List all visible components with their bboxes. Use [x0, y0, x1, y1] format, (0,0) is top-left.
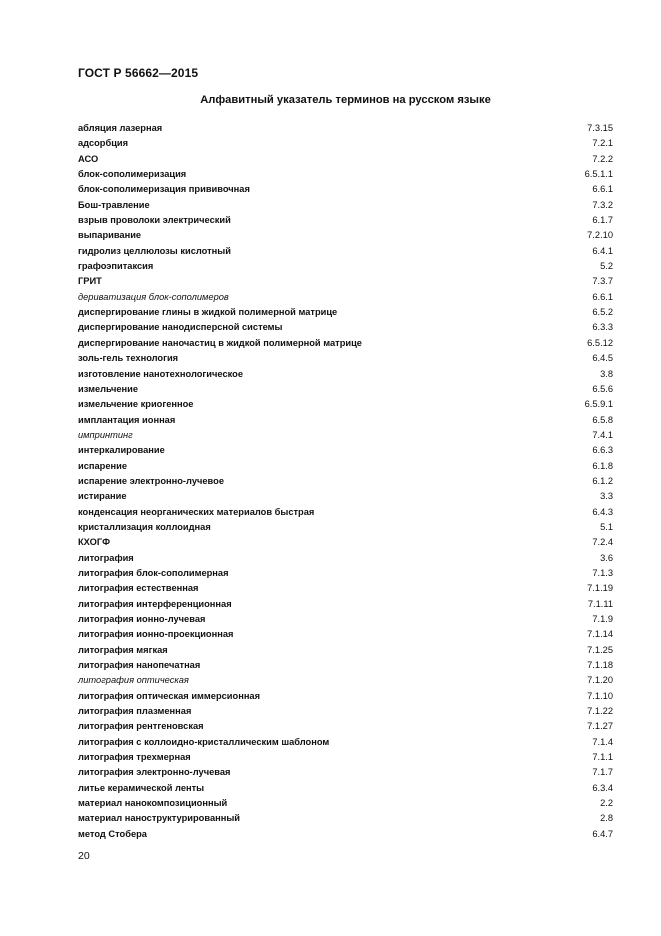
index-term: дериватизация блок-сополимеров: [78, 291, 229, 302]
index-term: литография естественная: [78, 583, 199, 594]
index-term: золь-гель технология: [78, 353, 179, 364]
index-term: литография интерференционная: [78, 598, 232, 609]
index-entry: [78, 167, 613, 182]
index-entry: [78, 627, 613, 642]
index-reference: 3.6: [600, 552, 613, 563]
index-term: измельчение: [78, 383, 139, 394]
index-term: литография нанопечатная: [78, 660, 201, 671]
index-reference: 7.1.18: [587, 660, 613, 671]
index-reference: 6.1.8: [592, 460, 613, 471]
index-term: материал нанокомпозиционный: [78, 798, 228, 809]
index-reference: 7.1.9: [592, 614, 613, 624]
index-reference: 6.4.3: [592, 506, 613, 517]
index-reference: 6.1.2: [592, 475, 613, 486]
index-reference: 7.3.7: [592, 276, 613, 287]
index-reference: 7.1.22: [587, 706, 613, 717]
index-term: испарение электронно-лучевое: [78, 475, 224, 486]
index-reference: 7.1.20: [587, 675, 613, 686]
index-term: материал наноструктурированный: [78, 813, 240, 824]
index-reference: 3.3: [600, 491, 613, 502]
index-term: имплантация ионная: [78, 414, 176, 425]
index-reference: 6.5.9.1: [584, 399, 613, 410]
index-entry: [78, 673, 613, 688]
index-entry: [78, 781, 613, 796]
index-entry: [78, 827, 613, 842]
index-reference: 6.5.8: [592, 414, 613, 425]
index-entry: [78, 397, 613, 412]
index-entry: [78, 612, 613, 627]
index-entry: [78, 367, 613, 382]
index-term: диспергирование наночастиц в жидкой полимерной матрице: [78, 337, 362, 348]
index-term: литография оптическая иммерсионная: [78, 690, 261, 701]
index-entry: [78, 765, 613, 780]
index-term: взрыв проволоки электрический: [78, 215, 231, 226]
index-term: литография ионно-проекционная: [78, 629, 234, 640]
index-entry: [78, 305, 613, 320]
index-entry: [78, 320, 613, 335]
index-term: диспергирование глины в жидкой полимерной матрице: [78, 307, 338, 318]
index-term: интеркалирование: [78, 445, 165, 456]
index-reference: 6.1.7: [592, 215, 613, 226]
index-entry: [78, 459, 613, 474]
index-entry: [78, 443, 613, 458]
index-title: Алфавитный указатель терминов на русском языке: [200, 94, 491, 106]
index-term: метод Стобера: [78, 828, 147, 839]
index-entry: [78, 351, 613, 366]
index-entry: [78, 597, 613, 612]
index-term: литография трехмерная: [78, 752, 191, 763]
index-term: блок-сополимеризация: [78, 169, 187, 180]
index-reference: 7.4.1: [592, 429, 613, 440]
index-entry: [78, 581, 613, 596]
index-reference: 6.3.3: [592, 322, 613, 333]
index-entry: [78, 198, 613, 213]
index-term: литография электронно-лучевая: [78, 767, 231, 778]
index-entry: [78, 213, 613, 228]
index-entry: [78, 704, 613, 719]
index-entry: [78, 152, 613, 167]
index-term: изготовление нанотехнологическое: [78, 368, 244, 379]
index-entry: [78, 336, 613, 351]
index-term: абляция лазерная: [78, 123, 163, 133]
index-term: конденсация неорганических материалов быстрая: [78, 506, 315, 517]
index-term: адсорбция: [78, 138, 129, 149]
index-entry: [78, 413, 613, 428]
index-reference: 5.1: [600, 521, 613, 532]
index-entry: [78, 505, 613, 520]
index-reference: 7.1.19: [587, 583, 613, 594]
index-term: литография оптическая: [78, 675, 189, 686]
index-entry: [78, 259, 613, 274]
index-reference: 7.1.25: [587, 644, 613, 655]
document-header: ГОСТ Р 56662—2015: [78, 66, 199, 80]
index-entry: [78, 474, 613, 489]
index-term: литье керамической ленты: [78, 782, 205, 793]
index-entry: [78, 796, 613, 811]
index-reference: 6.6.1: [592, 291, 613, 302]
index-entry: [78, 566, 613, 581]
index-term: гидролиз целлюлозы кислотный: [78, 245, 231, 256]
index-term: графоэпитаксия: [78, 261, 154, 272]
index-reference: 2.8: [600, 813, 613, 824]
index-term: КХОГФ: [78, 537, 111, 548]
index-reference: 7.1.3: [592, 567, 613, 578]
index-term: литография ионно-лучевая: [78, 614, 206, 624]
index-reference: 7.2.1: [592, 138, 613, 149]
index-term: Бош-травление: [78, 199, 150, 210]
index-reference: 6.4.5: [592, 353, 613, 364]
index-term: литография рентгеновская: [78, 721, 204, 732]
index-term: импринтинг: [78, 429, 133, 440]
index-entry: [78, 689, 613, 704]
index-reference: 7.1.14: [587, 629, 613, 640]
index-reference: 6.4.7: [592, 828, 613, 839]
index-term: ГРИТ: [78, 276, 102, 287]
index-reference: 7.3.15: [587, 123, 613, 133]
index-entry: [78, 274, 613, 289]
index-term: кристаллизация коллоидная: [78, 521, 211, 532]
index-entry: [78, 750, 613, 765]
index-reference: 6.5.1.1: [584, 169, 613, 180]
term-index-list: [78, 121, 613, 842]
index-entry: [78, 428, 613, 443]
index-entry: [78, 658, 613, 673]
index-entry: [78, 290, 613, 305]
index-reference: 7.1.7: [592, 767, 613, 778]
index-reference: 6.6.3: [592, 445, 613, 456]
index-reference: 7.1.11: [587, 598, 613, 609]
index-entry: [78, 520, 613, 535]
index-term: измельчение криогенное: [78, 399, 194, 410]
index-entry: [78, 382, 613, 397]
index-entry: [78, 535, 613, 550]
index-term: литография мягкая: [78, 644, 168, 655]
index-entry: [78, 643, 613, 658]
index-reference: 6.6.1: [592, 184, 613, 195]
index-reference: 7.1.4: [592, 736, 613, 747]
index-term: испарение: [78, 460, 128, 471]
index-entry: [78, 489, 613, 504]
index-reference: 7.2.2: [592, 153, 613, 164]
index-term: литография: [78, 552, 134, 563]
index-entry: [78, 121, 613, 136]
index-reference: 6.5.12: [587, 337, 613, 348]
index-entry: [78, 228, 613, 243]
index-entry: [78, 735, 613, 750]
index-reference: 7.1.27: [587, 721, 613, 732]
index-term: диспергирование нанодисперсной системы: [78, 322, 283, 333]
index-reference: 2.2: [600, 798, 613, 809]
index-reference: 7.2.4: [592, 537, 613, 548]
index-term: истирание: [78, 491, 127, 502]
index-reference: 6.5.2: [592, 307, 613, 318]
index-reference: 6.5.6: [592, 383, 613, 394]
index-entry: [78, 811, 613, 826]
index-reference: 6.4.1: [592, 245, 613, 256]
index-term: литография с коллоидно-кристаллическим шаблоном: [78, 736, 330, 747]
index-entry: [78, 551, 613, 566]
index-entry: [78, 244, 613, 259]
index-term: литография плазменная: [78, 706, 192, 717]
index-term: АСО: [78, 153, 99, 164]
index-reference: 7.1.10: [587, 690, 613, 701]
index-term: выпаривание: [78, 230, 142, 241]
index-entry: [78, 182, 613, 197]
index-reference: 7.1.1: [592, 752, 613, 763]
index-entry: [78, 136, 613, 151]
index-reference: 7.2.10: [587, 230, 613, 241]
index-term: блок-сополимеризация прививочная: [78, 184, 250, 195]
index-reference: 6.3.4: [592, 782, 613, 793]
page-number: 20: [78, 850, 90, 862]
index-reference: 7.3.2: [592, 199, 613, 210]
index-reference: 5.2: [600, 261, 613, 272]
index-reference: 3.8: [600, 368, 613, 379]
index-term: литография блок-сополимерная: [78, 567, 229, 578]
index-entry: [78, 719, 613, 734]
